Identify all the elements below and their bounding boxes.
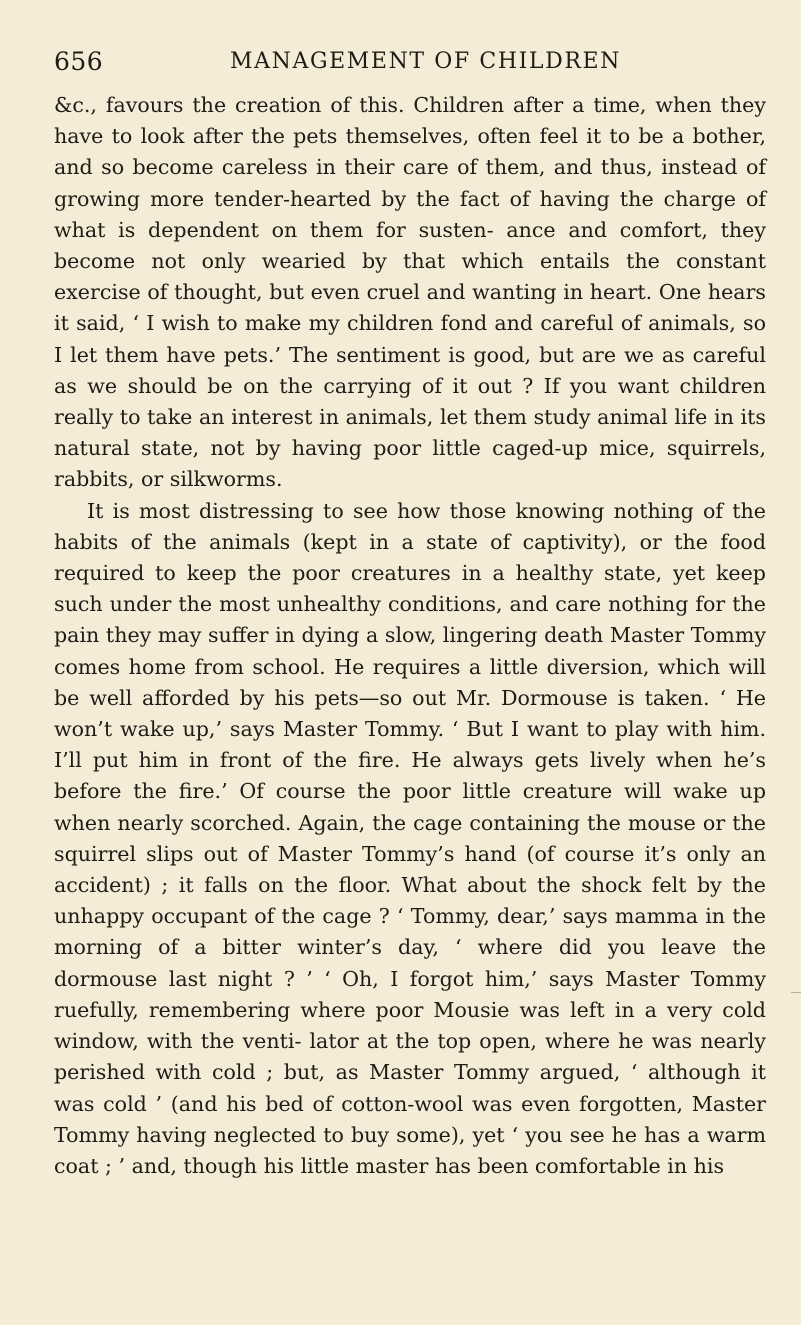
page-number: 656 <box>54 47 104 76</box>
body-text <box>54 90 766 1182</box>
running-title: MANAGEMENT OF CHILDREN <box>230 49 622 74</box>
margin-mark <box>791 992 801 993</box>
paragraph-continued: &c., favours the creation of this. Children after a time, when they have to look after the pets themselves, often feel it to be a bother, and so become careless in their care of them, and thus, instead of growing more tender-hearted by the fact of having the charge of what is dependent on them for susten- ance and comfort, they become not only wearied by that which entails the constant exercise of thought, but even cruel and wanting in heart. One hears it said, ‘ I wish to make my children fond and careful of animals, so I let them have pets.’ The sentiment is good, but are we as careful as we should be on the carrying of it out ? If you want children really to take an interest in animals, let them study animal life in its natural state, not by having poor little caged-up mice, squirrels, rabbits, or silkworms. <box>54 93 766 492</box>
paragraph-distressing: It is most distressing to see how those knowing nothing of the habits of the animals (kept in a state of captivity), or the food required to keep the poor creatures in a healthy state, yet keep such under the most unhealthy conditions, and care nothing for the pain they may suffer in dying a slow, lingering death Master Tommy comes home from school. He requires a little diversion, which will be well afforded by his pets—so out Mr. Dormouse is taken. ‘ He won’t wake up,’ says Master Tommy. ‘ But I want to play with him. I’ll put him in front of the fire. He always gets lively when he’s before the fire.’ Of course the poor little creature will wake up when nearly scorched. Again, the cage containing the mouse or the squirrel slips out of Master Tommy’s hand (of course it’s only an accident) ; it falls on the floor. What about the shock felt by the unhappy occupant of the cage ? ‘ Tommy, dear,’ says mamma in the morning of a bitter winter’s day, ‘ where did you leave the dormouse last night ? ’ ‘ Oh, I forgot him,’ says Master Tommy ruefully, remembering where poor Mousie was left in a very cold window, with the venti- lator at the top open, where he was nearly perished with cold ; but, as Master Tommy argued, ‘ although it was cold ’ (and his bed of cotton-wool was even forgotten, Master Tommy having neglected to buy some), yet ‘ you see he has a warm coat ; ’ and, though his little master has been comfortable in his <box>54 498 766 1178</box>
running-head <box>54 42 766 82</box>
